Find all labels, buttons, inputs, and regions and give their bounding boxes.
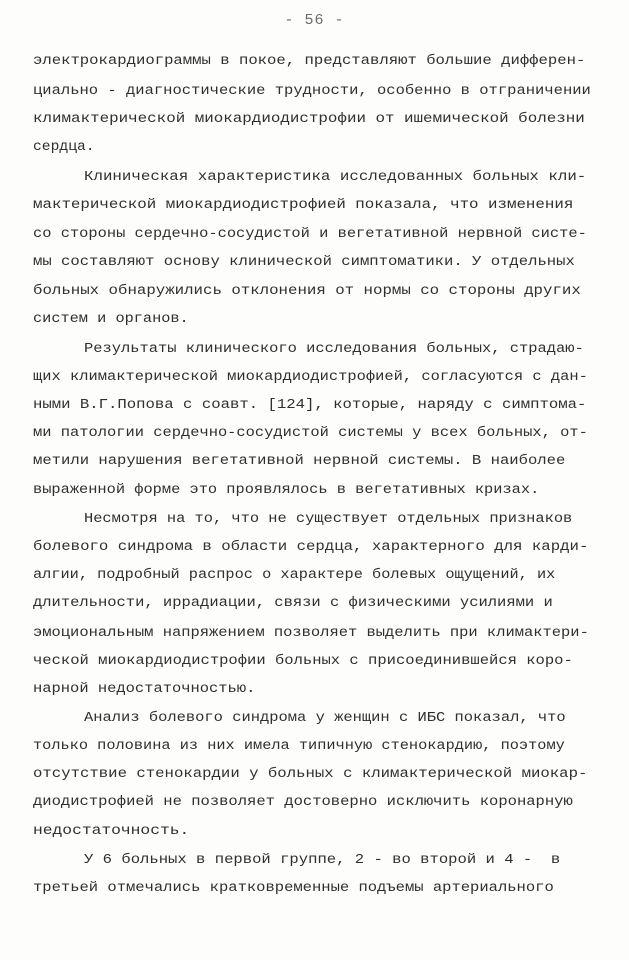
text-line: климактерической миокардиодистрофии от ишемической болезни — [33, 111, 585, 127]
text-line: ными В.Г.Попова с соавт. [124], которые, наряду с симптома- — [33, 397, 587, 413]
text-line: длительности, иррадиации, связи с физическими усилиями и — [33, 595, 553, 611]
text-line: Анализ болевого синдрома у женщин с ИБС показал, что — [84, 710, 566, 726]
text-line: со стороны сердечно-сосудистой и вегетативной нервной систе- — [33, 226, 587, 242]
text-line: алгии, подробный распрос о характере болевых ощущений, их — [33, 567, 556, 583]
text-line: сердца. — [33, 139, 95, 155]
text-line: электрокардиограммы в покое, представляют большие дифферен- — [33, 53, 586, 69]
text-line: только половина из них имела типичную стенокардию, поэтому — [33, 738, 565, 754]
text-line: систем и органов. — [33, 311, 189, 327]
text-line: ми патологии сердечно-сосудистой системы у всех больных, от- — [33, 425, 588, 441]
text-line: отсутствие стенокардии у больных с климактерической миокар- — [33, 766, 588, 782]
text-line: третьей отмечались кратковременные подъемы артериального — [33, 880, 554, 896]
text-line: Несмотря на то, что не существует отдельных признаков — [84, 511, 573, 527]
text-line: болевого синдрома в области сердца, характерного для карди- — [33, 539, 589, 555]
text-line: диодистрофией не позволяет достоверно исключить коронарную — [33, 794, 573, 810]
text-line: мактерической миокардиодистрофией показала, что изменения — [33, 197, 574, 213]
text-line: мы составляют основу клинической симптоматики. У отдельных — [33, 254, 575, 270]
text-line: эмоциональным напряжением позволяет выделить при климактери- — [33, 625, 589, 641]
text-line: выраженной форме это проявлялось в вегетативных кризах. — [33, 482, 540, 498]
text-line: Клиническая характеристика исследованных больных кли- — [84, 169, 587, 185]
text-line: нарной недостаточностью. — [33, 681, 256, 697]
page-number: - 56 - — [284, 12, 345, 29]
text-line: циально - диагностические трудности, особенно в отграничении — [33, 83, 591, 99]
text-line: У 6 больных в первой группе, 2 - во второй и 4 - в — [84, 852, 561, 868]
text-line: метили нарушения вегетативной нервной системы. В наиболее — [33, 453, 566, 469]
text-line: больных обнаружились отклонения от нормы со стороны других — [33, 283, 581, 299]
text-line: Результаты клинического исследования больных, страдаю- — [84, 341, 584, 357]
text-line: ческой миокардиодистрофии больных с присоединившейся коро- — [33, 653, 573, 669]
text-line: щих климактерической миокардиодистрофией, согласуются с дан- — [33, 369, 588, 385]
text-line: недостаточность. — [33, 823, 190, 839]
